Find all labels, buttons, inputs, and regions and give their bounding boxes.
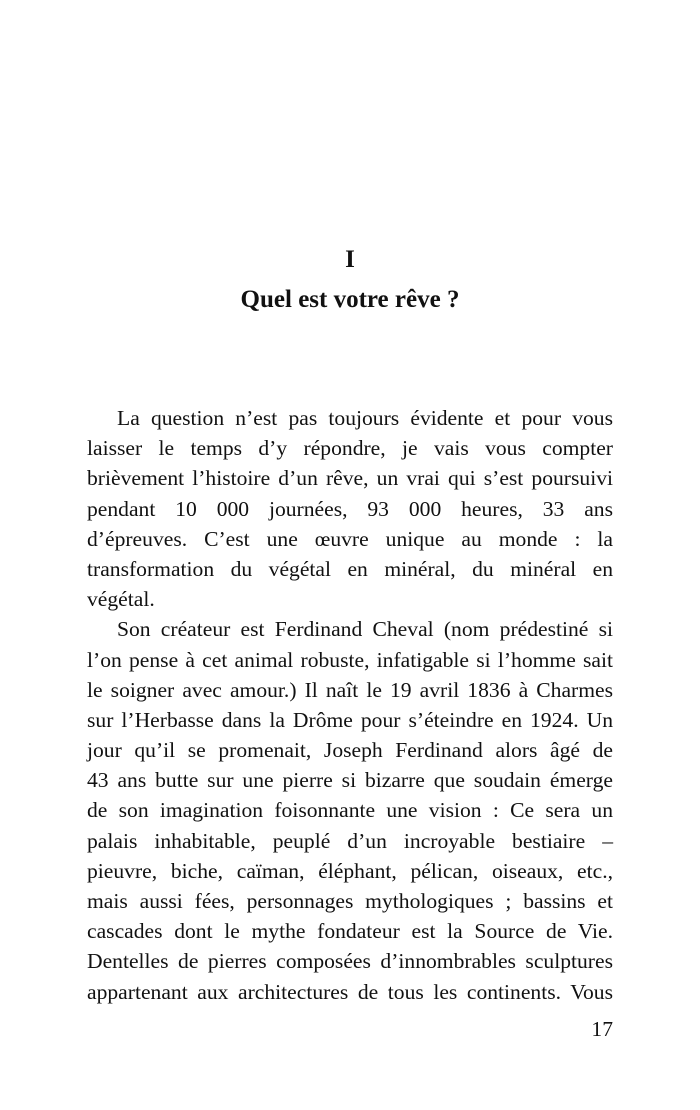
text-line: appartenant aux architectures de tous les continents. Vous bbox=[87, 979, 613, 1004]
text-line: sur l’Herbasse dans la Drôme pour s’éteindre en 1924. Un bbox=[87, 707, 613, 732]
text-line: jour qu’il se promenait, Joseph Ferdinand alors âgé de bbox=[87, 738, 613, 763]
text-line: l’on pense à cet animal robuste, infatigable si l’homme sait bbox=[87, 647, 613, 672]
text-line: La question n’est pas toujours évidente et pour vous bbox=[117, 406, 613, 430]
text-line: cascades dont le mythe fondateur est la Source de Vie. bbox=[87, 919, 613, 944]
text-line: laisser le temps d’y répondre, je vais vous compter bbox=[87, 436, 613, 461]
text-line: le soigner avec amour.) Il naît le 19 avril 1836 à Charmes bbox=[87, 677, 613, 702]
text-line: palais inhabitable, peuplé d’un incroyable bestiaire – bbox=[87, 828, 613, 853]
text-line: brièvement l’histoire d’un rêve, un vrai qui s’est poursuivi bbox=[87, 466, 613, 491]
text-line: Son créateur est Ferdinand Cheval (nom prédestiné si bbox=[117, 617, 613, 642]
text-line: végétal. bbox=[87, 587, 155, 612]
text-line: transformation du végétal en minéral, du minéral en bbox=[87, 556, 613, 581]
text-line: pieuvre, biche, caïman, éléphant, pélican, oiseaux, etc., bbox=[87, 858, 613, 883]
text-line: d’épreuves. C’est une œuvre unique au monde : la bbox=[87, 526, 613, 551]
body-text bbox=[87, 403, 613, 1007]
text-line: Dentelles de pierres composées d’innombrables sculptures bbox=[87, 949, 613, 974]
text-line: mais aussi fées, personnages mythologiques ; bassins et bbox=[87, 889, 613, 913]
chapter-number: I bbox=[345, 246, 355, 273]
text-line: pendant 10 000 journées, 93 000 heures, 33 ans bbox=[87, 496, 613, 521]
page-number: 17 bbox=[591, 1017, 613, 1041]
text-line: de son imagination foisonnante une vision : Ce sera un bbox=[87, 798, 613, 823]
text-line: 43 ans butte sur une pierre si bizarre que soudain émerge bbox=[87, 768, 613, 793]
chapter-title: Quel est votre rêve ? bbox=[240, 286, 460, 313]
